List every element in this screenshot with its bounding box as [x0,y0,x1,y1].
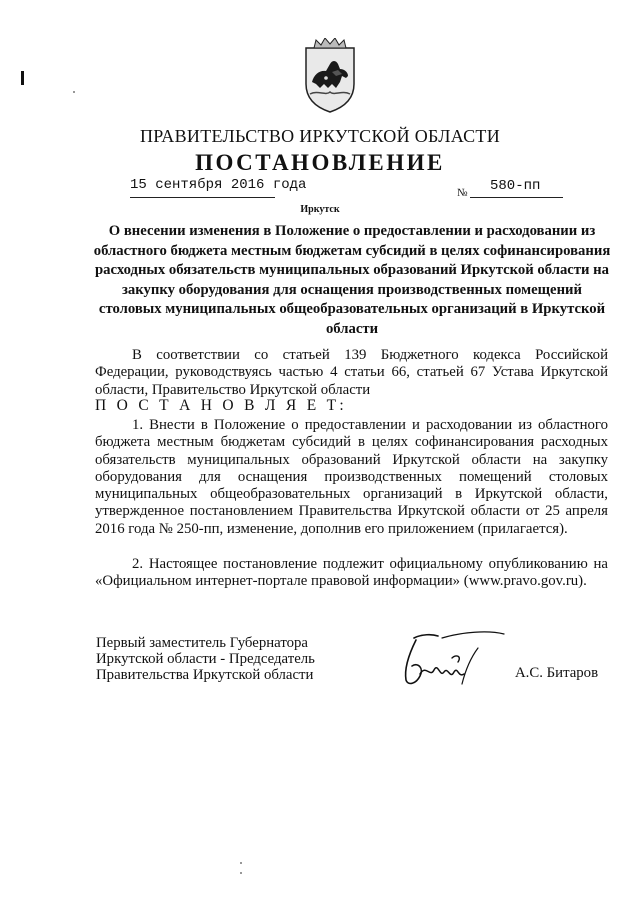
irkutsk-coat-of-arms-icon [302,38,358,114]
decree-word: П О С Т А Н О В Л Я Е Т: [95,397,348,414]
signatory-position-line: Первый заместитель Губернатора [96,635,308,651]
item-2-paragraph: 2. Настоящее постановление подлежит официальному опубликованию на «Официальном интернет-портале правовой информации» (www.pravo.gov.ru). [95,556,608,590]
date-underline [130,197,275,198]
number-sign: № [457,187,468,199]
document-number: 580-пп [490,178,541,194]
number-underline [470,197,563,198]
scan-artifact-dot [240,872,242,874]
signatory-position-line: Иркутской области - Председатель [96,651,315,667]
document-title: О внесении изменения в Положение о предоставлении и расходовании из областного бюджета местным бюджетам субсидий в целях софинансирования расходных обязательств муниципальных образований Иркутской области на закупку оборудования для оснащения производственных помещений столовых муниципальных общеобразовательных организаций в Иркутской области [93,223,611,337]
item-1-paragraph: 1. Внести в Положение о предоставлении и расходовании из областного бюджета местным бюджетам субсидий в целях софинансирования расходных обязательств муниципальных образований Иркутской области на закупку оборудования для оснащения производственных помещений столовых муниципальных общеобразовательных организаций в Иркутской области, утвержденное постановлением Правительства Иркутской области от 25 апреля 2016 года № 250-пп, изменение, дополнив его приложением (прилагается). [95,417,608,537]
preamble-paragraph: В соответствии со статьей 139 Бюджетного кодекса Российской Федерации, руководствуясь частью 4 статьи 66, статьей 67 Устава Иркутской области, Правительство Иркутской области [95,347,608,398]
scan-artifact-dot [73,91,75,93]
signatory-name: А.С. Битаров [515,665,599,681]
scan-artifact-mark [21,71,24,85]
signatory-position-line: Правительства Иркутской области [96,667,314,683]
signatory-position [96,635,315,683]
document-date: 15 сентября 2016 года [130,177,307,193]
handwritten-signature [392,628,512,692]
government-name: ПРАВИТЕЛЬСТВО ИРКУТСКОЙ ОБЛАСТИ [139,126,501,146]
scan-artifact-dot [240,862,242,864]
document-type: ПОСТАНОВЛЕНИЕ [195,150,445,175]
document-city: Иркутск [300,204,340,215]
